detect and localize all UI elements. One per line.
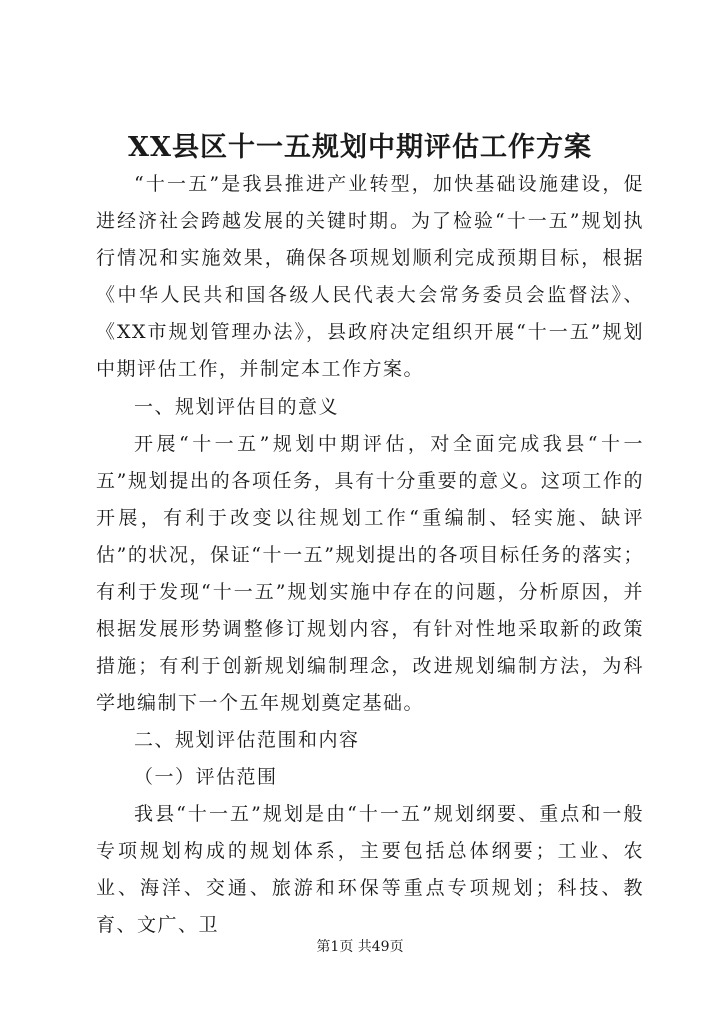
subsection-heading-scope: （一）评估范围 [134, 766, 278, 788]
purpose-paragraph: 开展“十一五”规划中期评估，对全面完成我县“十一五”规划提出的各项任务，具有十分重要的意义。这项工作的开展，有利于改变以往规划工作“重编制、轻实施、缺评估”的状况，保证“十一五”规划提出的各项目标任务的落实；有利于发现“十一五”规划实施中存在的问题，分析原因，并根据发展形势调整修订规划内容，有针对性地采取新的政策措施；有利于创新规划编制理念，改进规划编制方法，为科学地编制下一个五年规划奠定基础。 [96, 433, 644, 714]
intro-paragraph: “十一五”是我县推进产业转型，加快基础设施建设，促进经济社会跨越发展的关键时期。为了检验“十一五”规划执行情况和实施效果，确保各项规划顺利完成预期目标，根据《中华人民共和国各级人民代表大会常务委员会监督法》、《XX市规划管理办法》，县政府决定组织开展“十一五”规划中期评估工作，并制定本工作方案。 [96, 173, 644, 380]
scope-paragraph: 我县“十一五”规划是由“十一五”规划纲要、重点和一般专项规划构成的规划体系，主要包括总体纲要；工业、农业、海洋、交通、旅游和环保等重点专项规划；科技、教育、文广、卫 [96, 803, 644, 936]
section-heading-scope: 二、规划评估范围和内容 [134, 729, 360, 751]
section-heading-purpose: 一、规划评估目的意义 [134, 396, 340, 418]
document-title: XX县区十一五规划中期评估工作方案 [128, 132, 592, 163]
page-footer: 第1页 共49页 [316, 939, 404, 955]
